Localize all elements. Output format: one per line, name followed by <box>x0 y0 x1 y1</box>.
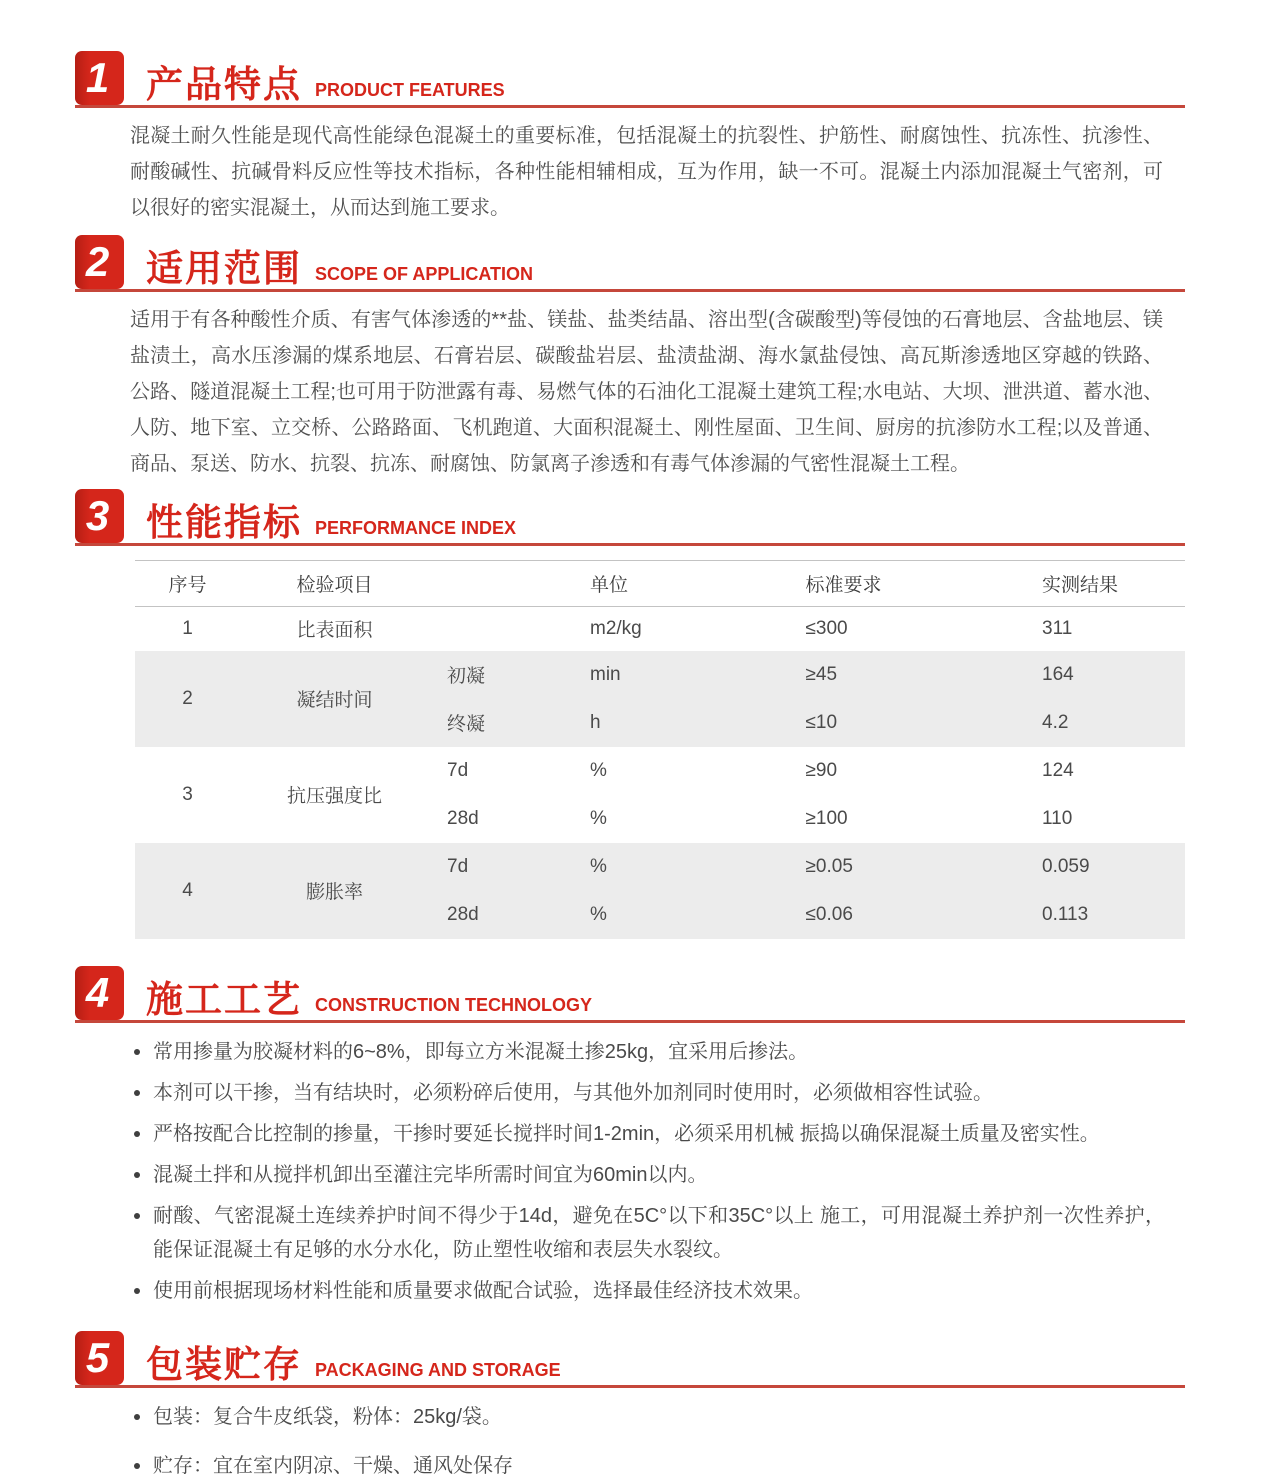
cell-unit: % <box>590 759 607 781</box>
section-2-paragraph: 适用于有各种酸性介质、有害气体渗透的**盐、镁盐、盐类结晶、溶出型(含碳酸型)等侵蚀的石膏地层、含盐地层、镁盐渍土，高水压渗漏的煤系地层、石膏岩层、碳酸盐岩层、盐渍盐湖、海水氯盐侵蚀、高瓦斯渗透地区穿越的铁路、公路、隧道混凝土工程;也可用于防泄露有毒、易燃气体的石油化工混凝土建筑工程;水电站、大坝、泄洪道、蓄水池、人防、地下室、立交桥、公路路面、飞机跑道、大面积混凝土、刚性屋面、卫生间、厨房的抗渗防水工程;以及普通、商品、泵送、防水、抗裂、抗冻、耐腐蚀、防氯离子渗透和有毒气体渗漏的气密性混凝土工程。 <box>130 309 1163 475</box>
table-row-2a <box>135 651 1185 699</box>
cell-sub: 7d <box>429 843 555 891</box>
header-unit: 单位 <box>590 575 629 596</box>
bullet-item: 贮存：宜在室内阴凉、干燥、通风处保存 <box>130 1449 1165 1483</box>
section-3-header <box>75 488 1185 546</box>
header-sub <box>429 561 555 607</box>
cell-result: 124 <box>1042 759 1074 781</box>
section-5-number-badge: 5 <box>75 1331 124 1385</box>
bullet-item: 耐酸、气密混凝土连续养护时间不得少于14d，避免在5C°以下和35C°以上 施工，可用混凝土养护剂一次性养护，能保证混凝土有足够的水分水化，防止塑性收缩和表层失水裂纹。 <box>130 1199 1165 1267</box>
construction-bullet-list <box>130 1035 1165 1308</box>
cell-result: 0.059 <box>1017 843 1185 891</box>
cell-standard: ≤300 <box>805 617 848 639</box>
cell-standard: ≤10 <box>776 699 1018 747</box>
section-2-number-badge: 2 <box>75 235 124 289</box>
cell-result: 110 <box>1042 807 1073 829</box>
bullet-item: 使用前根据现场材料性能和质量要求做配合试验，选择最佳经济技术效果。 <box>130 1274 1165 1308</box>
cell-item: 膨胀率 <box>240 843 429 939</box>
bullet-item: 包装：复合牛皮纸袋，粉体：25kg/袋。 <box>130 1400 1165 1434</box>
section-5-title-zh: 包装贮存 <box>146 1343 302 1385</box>
cell-unit: % <box>555 891 776 939</box>
section-2-title-zh: 适用范围 <box>146 248 302 289</box>
cell-unit: % <box>590 807 607 829</box>
cell-sub: 28d <box>429 891 555 939</box>
cell-sub: 7d <box>447 759 469 781</box>
cell-sub: 初凝 <box>429 651 555 699</box>
section-1-number-badge: 1 <box>75 51 124 105</box>
section-3-number-badge: 3 <box>75 489 124 543</box>
cell-sub: 28d <box>447 807 479 829</box>
section-1-header <box>75 50 1185 108</box>
cell-result: 0.113 <box>1017 891 1185 939</box>
section-4-title-zh: 施工工艺 <box>146 978 302 1020</box>
cell-standard: ≥0.05 <box>776 843 1018 891</box>
cell-item: 抗压强度比 <box>286 786 382 807</box>
cell-standard: ≥90 <box>805 759 838 781</box>
performance-index-table <box>135 560 1185 939</box>
cell-standard: ≥45 <box>776 651 1018 699</box>
bullet-item: 本剂可以干掺，当有结块时，必须粉碎后使用，与其他外加剂同时使用时，必须做相容性试验。 <box>130 1076 1165 1110</box>
cell-item: 比表面积 <box>296 620 373 642</box>
section-2-header <box>75 234 1185 292</box>
cell-result: 164 <box>1017 651 1185 699</box>
table-row-3a <box>135 747 1185 795</box>
bullet-item: 严格按配合比控制的掺量，干掺时要延长搅拌时间1-2min，必须采用机械 振捣以确保混凝土质量及密实性。 <box>130 1117 1165 1151</box>
bullet-item: 混凝土拌和从搅拌机卸出至灌注完毕所需时间宜为60min以内。 <box>130 1158 1165 1192</box>
section-1-paragraph: 混凝土耐久性能是现代高性能绿色混凝土的重要标准，包括混凝土的抗裂性、护筋性、耐腐蚀性、抗冻性、抗渗性、耐酸碱性、抗碱骨料反应性等技术指标，各种性能相辅相成，互为作用，缺一不可。混凝土内添加混凝土气密剂，可以很好的密实混凝土，从而达到施工要求。 <box>130 125 1163 219</box>
cell-no: 3 <box>182 783 193 805</box>
section-4-header <box>75 965 1185 1023</box>
cell-no: 1 <box>182 617 193 639</box>
section-2-title-en: SCOPE OF APPLICATION <box>315 264 534 284</box>
table-row-1 <box>135 607 1185 651</box>
bullet-item: 常用掺量为胶凝材料的6~8%，即每立方米混凝土掺25kg，宜采用后掺法。 <box>130 1035 1165 1069</box>
cell-unit: m2/kg <box>590 617 642 639</box>
section-1-title-en: PRODUCT FEATURES <box>315 80 505 100</box>
section-5-header <box>75 1330 1185 1388</box>
section-4-number-badge: 4 <box>75 966 124 1020</box>
header-no: 序号 <box>168 575 207 596</box>
section-1-title-zh: 产品特点 <box>146 64 302 105</box>
section-3-title-zh: 性能指标 <box>146 502 302 543</box>
cell-no: 4 <box>135 843 240 939</box>
cell-standard: ≤0.06 <box>776 891 1018 939</box>
cell-unit: min <box>555 651 776 699</box>
header-result: 实测结果 <box>1042 575 1119 596</box>
packaging-bullet-list <box>130 1400 1165 1483</box>
cell-sub <box>429 607 555 651</box>
header-item: 检验项目 <box>296 575 373 596</box>
table-header-row <box>135 561 1185 607</box>
section-5-title-en: PACKAGING AND STORAGE <box>315 1359 561 1380</box>
cell-sub: 终凝 <box>429 699 555 747</box>
table-row-4a <box>135 843 1185 891</box>
cell-result: 4.2 <box>1017 699 1185 747</box>
cell-unit: h <box>555 699 776 747</box>
cell-item: 凝结时间 <box>240 651 429 747</box>
header-standard: 标准要求 <box>805 575 882 596</box>
cell-standard: ≥100 <box>805 807 848 829</box>
cell-no: 2 <box>135 651 240 747</box>
cell-unit: % <box>555 843 776 891</box>
section-4-title-en: CONSTRUCTION TECHNOLOGY <box>315 994 592 1015</box>
section-3-title-en: PERFORMANCE INDEX <box>315 518 517 538</box>
cell-result: 311 <box>1042 617 1073 639</box>
